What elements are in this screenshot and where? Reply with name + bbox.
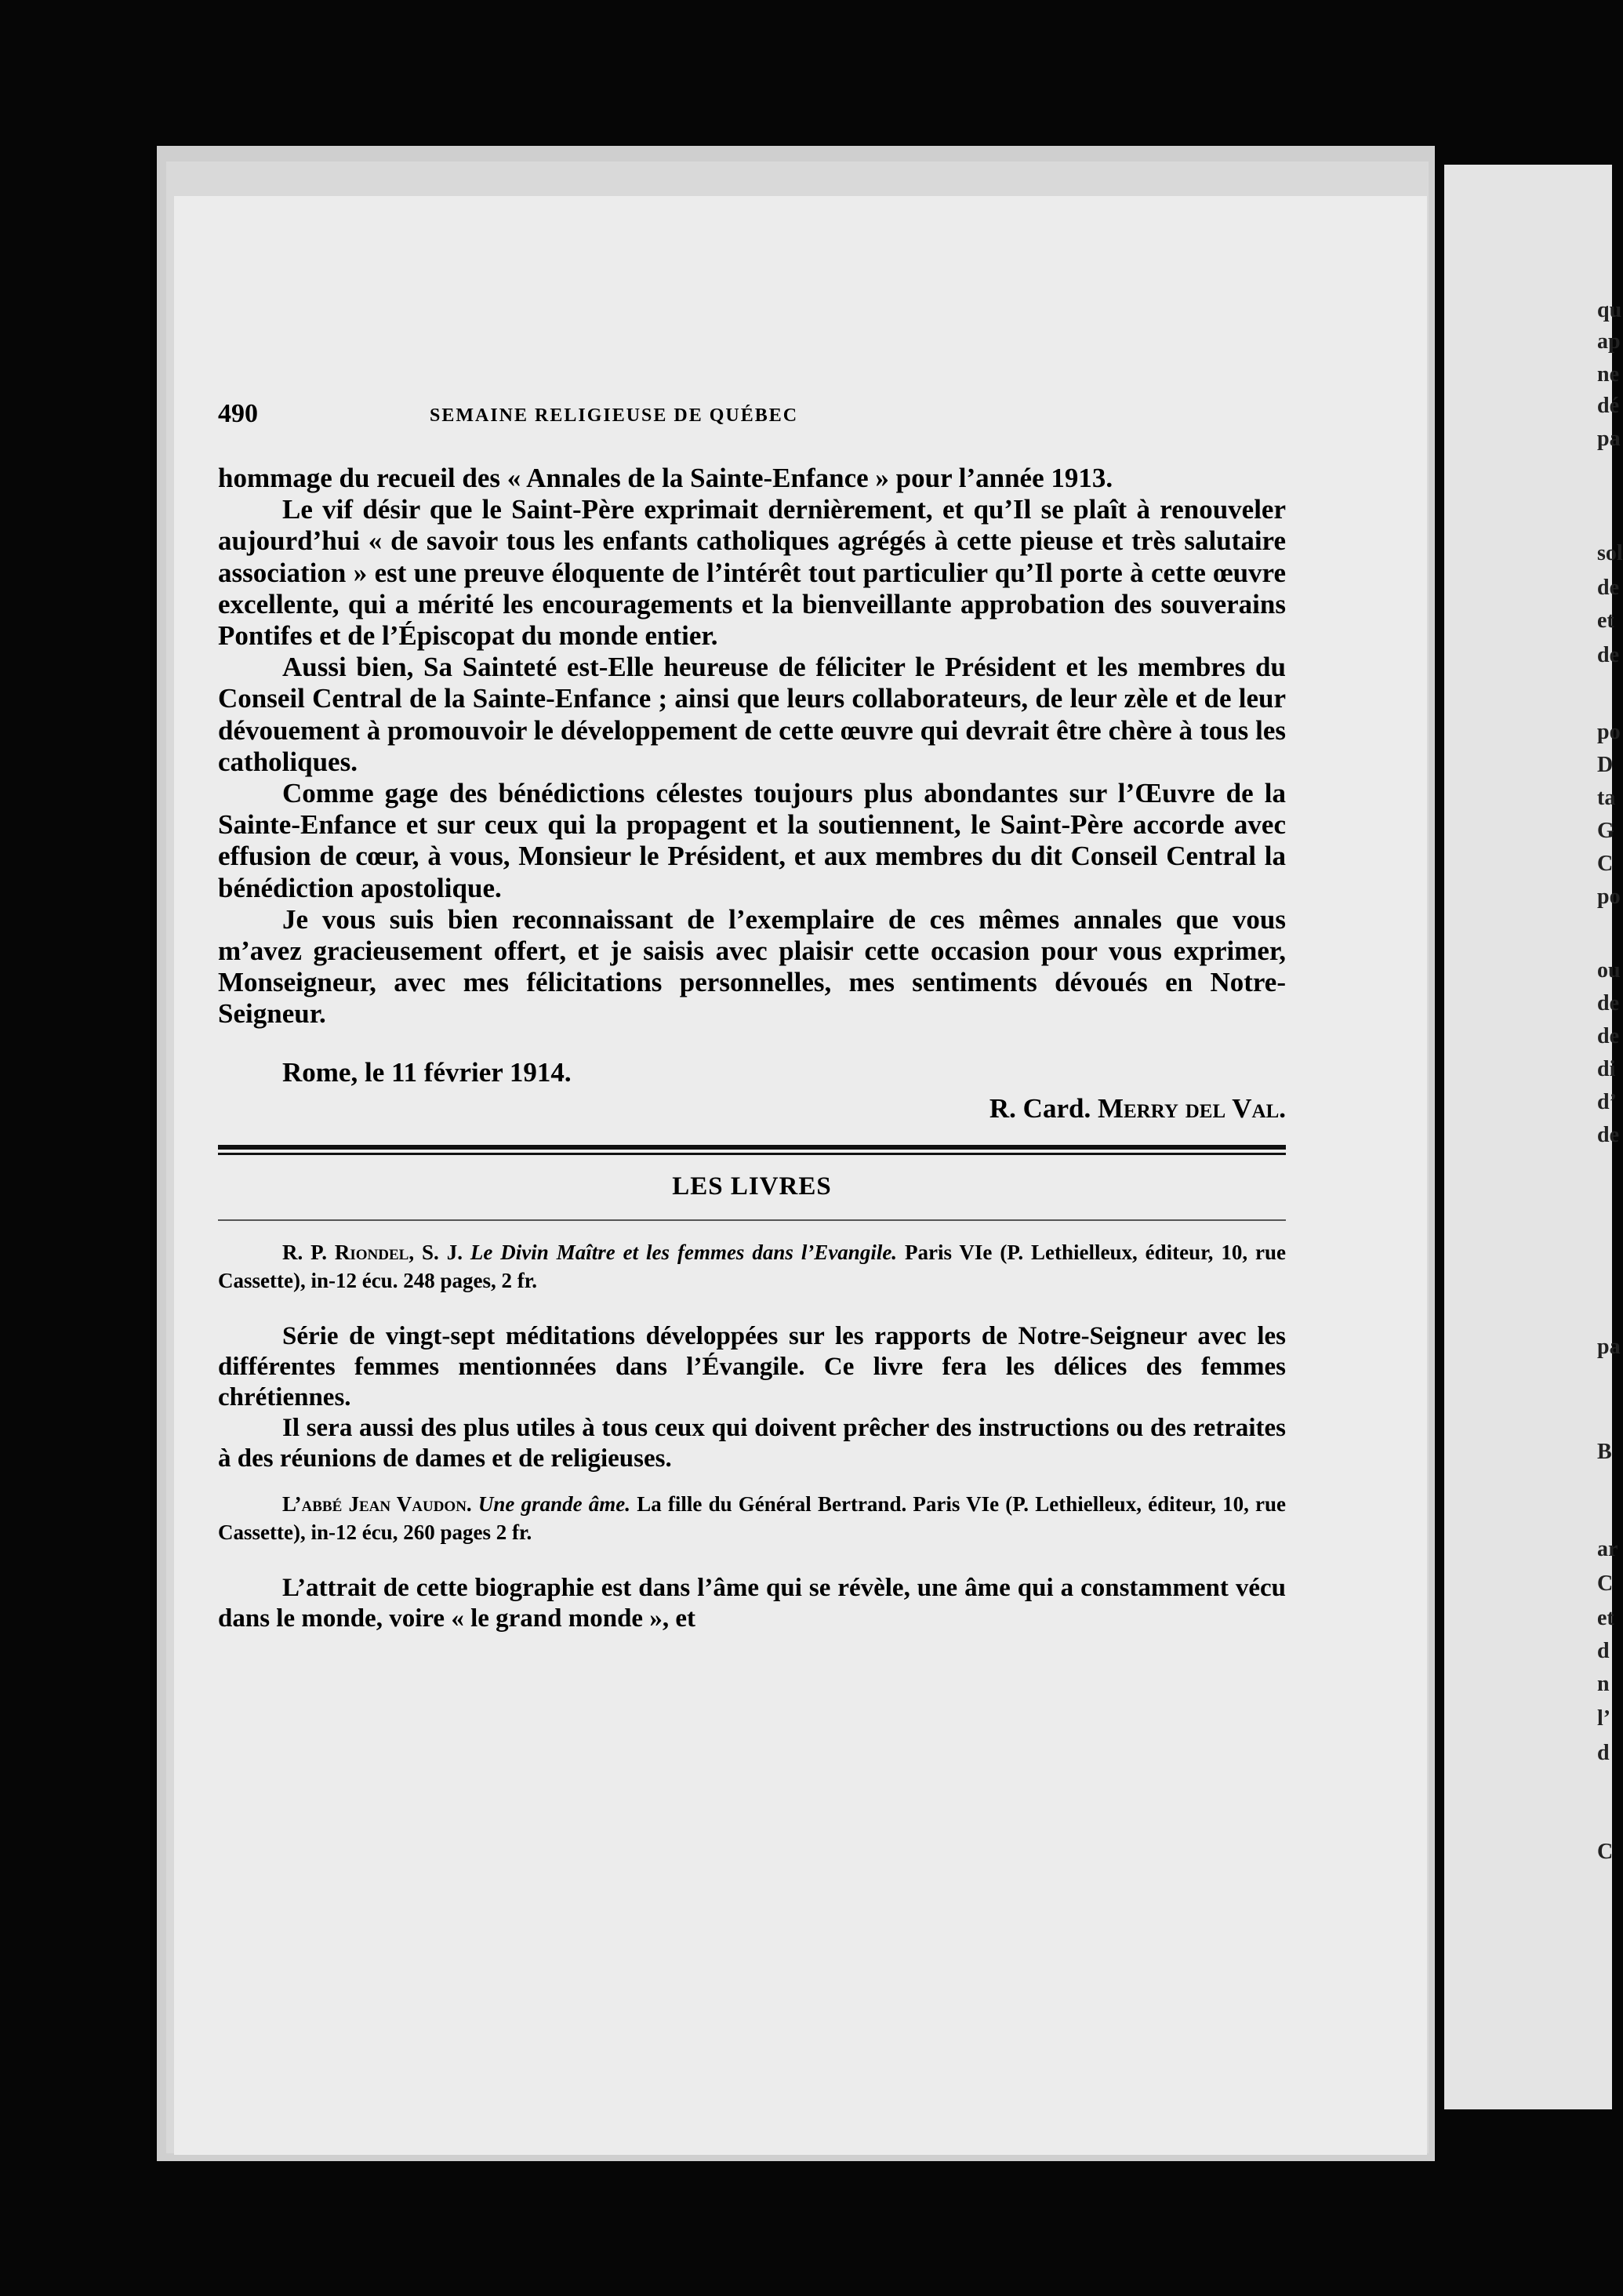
facing-page-fragment: D [1597, 753, 1614, 777]
facing-page-fragment: sol [1597, 541, 1623, 565]
title-underline [218, 1219, 1286, 1221]
book-review: Il sera aussi des plus utiles à tous ceux qui doivent prêcher des instructions ou des retraites à des réunions de dames et de religieuses. [218, 1414, 1286, 1473]
letter-paragraph: Comme gage des bénédictions célestes toujours plus abondantes sur l’Œuvre de la Sainte-Enfance et sur ceux qui la propagent et la soutiennent, le Saint-Père accorde avec effusion de cœur, à vous, Monsieur le Président, et aux membres du dit Conseil Central la bénédiction apostolique. [218, 778, 1286, 903]
facing-page-fragment: pa [1597, 427, 1621, 451]
facing-page-fragment: G [1597, 819, 1614, 843]
facing-page-fragment: ta [1597, 786, 1616, 810]
facing-page-fragment: B [1597, 1440, 1612, 1464]
facing-page-fragment: de [1597, 1024, 1619, 1048]
facing-page-fragment: de [1597, 1123, 1619, 1147]
book-review: Série de vingt-sept méditations développées sur les rapports de Notre-Seigneur avec les différentes femmes mentionnées dans l’Évangile. Ce livre fera les délices des femmes chrétiennes. [218, 1322, 1286, 1412]
running-header [218, 396, 1286, 435]
letter-date: Rome, le 11 février 1914. [282, 1056, 572, 1088]
facing-page-fragment: de [1597, 991, 1619, 1015]
book-details: Paris VIe (P. Lethielleux, éditeur, 10, rue Cassette), in-12 écu. 248 pages, 2 fr. [218, 1241, 1287, 1293]
facing-page-fragment: dé [1597, 394, 1619, 418]
book-title: Le Divin Maître et les femmes dans l’Evangile. [470, 1241, 898, 1265]
facing-page-fragment: ou [1597, 958, 1621, 983]
book-entry [218, 1238, 1286, 1295]
facing-page-fragment: C [1597, 852, 1614, 876]
facing-page-edge [1444, 165, 1623, 2109]
book-title: Une grande âme. [477, 1492, 631, 1517]
facing-page-fragment: pa [1597, 1335, 1621, 1359]
facing-page-fragment: C [1597, 1571, 1614, 1596]
book-entry [218, 1490, 1286, 1546]
facing-page-fragment: l’ [1597, 1706, 1611, 1731]
facing-page-fragment: et [1597, 609, 1614, 633]
running-title: SEMAINE RELIGIEUSE DE QUÉBEC [430, 405, 799, 426]
letter-paragraph: Le vif désir que le Saint-Père exprimait dernièrement, et qu’Il se plaît à renouveler aujourd’hui « de savoir tous les enfants catholiques agrégés à cette pieuse et très salutaire association » est une preuve éloquente de l’intérêt tout particulier qu’Il porte à cette œuvre excellente, qui a mérité les encouragements et la bienveillante approbation des souverains Pontifes et de l’Épiscopat du monde entier. [218, 494, 1286, 652]
letter-signature [218, 1093, 1286, 1124]
facing-page-fragment: d [1597, 1741, 1610, 1765]
facing-page-fragment: ne [1597, 362, 1619, 387]
facing-page-fragment: d’ [1597, 1090, 1617, 1114]
facing-page-fragment: C [1597, 1840, 1614, 1864]
book-review: L’attrait de cette biographie est dans l’âme qui se révèle, une âme qui a constamment vécu dans le monde, voire « le grand monde », et [218, 1574, 1286, 1633]
facing-page-fragment: qu [1597, 298, 1622, 322]
facing-page-fragment: ar [1597, 1537, 1618, 1561]
letter-paragraph: Aussi bien, Sa Sainteté est-Elle heureuse de féliciter le Président et les membres du Conseil Central de la Sainte-Enfance ; ainsi que leurs collaborateurs, de leur zèle et de leur dévouement à promouvoir le développement de cette œuvre qui devrait être chère à tous les catholiques. [218, 652, 1286, 777]
facing-page-fragment: po [1597, 720, 1621, 744]
facing-page-fragment: d [1597, 1639, 1610, 1663]
page-body [218, 463, 1286, 1634]
letter-paragraph: hommage du recueil des « Annales de la Sainte-Enfance » pour l’année 1913. [218, 463, 1113, 493]
facing-page-fragment: di [1597, 1057, 1616, 1081]
facing-page-fragment: n [1597, 1672, 1610, 1696]
book-details: La fille du Général Bertrand. Paris VIe (P. Lethielleux, éditeur, 10, rue Cassette), in-12 écu, 260 pages 2 fr. [218, 1492, 1286, 1545]
book-author: L’abbé Jean Vaudon. [282, 1492, 472, 1517]
facing-page-fragment: de [1597, 643, 1619, 667]
facing-page-fragment: et [1597, 1606, 1614, 1630]
letter-paragraph: Je vous suis bien reconnaissant de l’exemplaire de ces mêmes annales que vous m’avez gracieusement offert, et je saisis avec plaisir cette occasion pour vous exprimer, Monseigneur, avec mes félicitations personnelles, mes sentiments dévoués en Notre-Seigneur. [218, 903, 1286, 1030]
signature-prefix: R. Card. [989, 1092, 1091, 1124]
signature-name: Merry del Val. [1097, 1092, 1286, 1124]
facing-page-fragment: po [1597, 885, 1621, 909]
facing-page-fragment: ap [1597, 329, 1621, 354]
facing-page-fragment: de [1597, 576, 1619, 600]
section-title: LES LIVRES [672, 1172, 832, 1201]
section-divider [218, 1145, 1286, 1155]
page-number: 490 [218, 399, 258, 428]
book-author: R. P. Riondel, S. J. [282, 1241, 463, 1265]
